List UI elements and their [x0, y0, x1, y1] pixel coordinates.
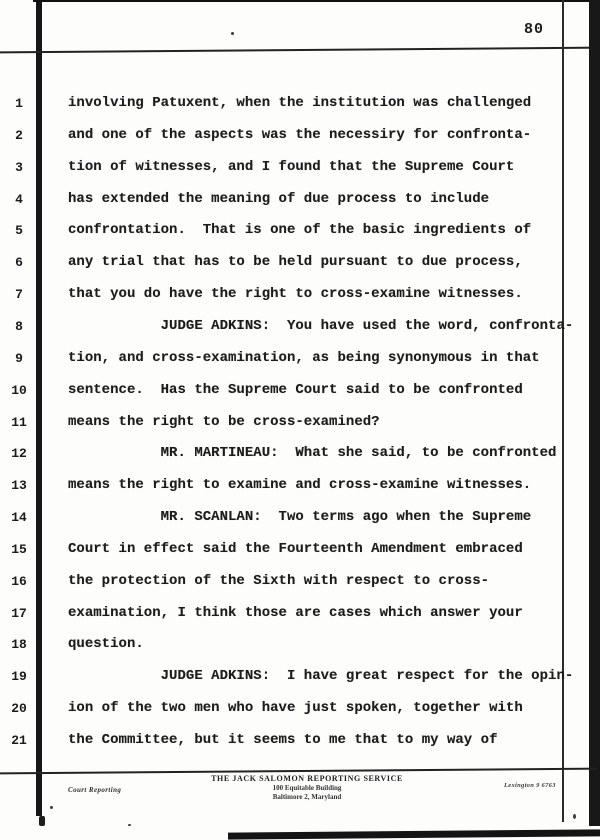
- line-text: means the right to be cross-examined?: [68, 413, 380, 430]
- line-text: any trial that has to be held pursuant to due process,: [68, 254, 523, 271]
- line-number: 11: [11, 414, 27, 430]
- line-text: and one of the aspects was the necessiry for confronta-: [68, 126, 532, 143]
- line-text: tion of witnesses, and I found that the Supreme Court: [68, 158, 515, 175]
- scan-speck: [573, 814, 576, 819]
- line-number: 15: [11, 541, 27, 557]
- line-number: 16: [11, 573, 27, 589]
- line-number: 3: [15, 159, 23, 175]
- transcript-line: [0, 127, 600, 147]
- top-scan-edge: [33, 0, 600, 2]
- transcript-line: [0, 700, 600, 720]
- line-text: MR. MARTINEAU: What she said, to be confronted: [68, 445, 557, 462]
- line-text: the Committee, but it seems to me that to my way of: [68, 732, 498, 748]
- footer-court-reporting: Court Reporting: [68, 786, 122, 794]
- reporting-service-city: Baltimore 2, Maryland: [272, 793, 342, 801]
- transcript-line: [0, 541, 600, 561]
- line-number: 7: [15, 287, 23, 303]
- left-margin-rule-blob: [39, 816, 45, 826]
- line-text: examination, I think those are cases which answer your: [68, 604, 523, 621]
- transcript-line: [0, 414, 600, 434]
- line-number: 9: [15, 350, 23, 366]
- line-number: 1: [15, 96, 23, 111]
- transcript-line: [0, 732, 600, 752]
- line-text: question.: [68, 636, 144, 653]
- transcript-line: [0, 191, 600, 211]
- line-number: 10: [11, 382, 27, 398]
- line-text: MR. SCANLAN: Two terms ago when the Supreme: [68, 509, 532, 526]
- line-text: the protection of the Sixth with respect to cross-: [68, 572, 490, 589]
- line-number: 19: [11, 669, 27, 685]
- line-text: that you do have the right to cross-examine witnesses.: [68, 286, 523, 303]
- transcript-line: [0, 222, 600, 242]
- transcript-line: [0, 668, 600, 688]
- line-number: 6: [15, 255, 23, 271]
- transcript-line: [0, 605, 600, 625]
- left-margin-rule: [36, 0, 42, 816]
- line-number: 5: [15, 223, 23, 239]
- line-text: JUDGE ADKINS: You have used the word, confronta-: [68, 317, 574, 334]
- right-margin-rule: [562, 0, 564, 822]
- line-text: means the right to examine and cross-examine witnesses.: [68, 477, 532, 494]
- line-text: JUDGE ADKINS: I have great respect for the opin-: [68, 668, 574, 685]
- reporting-service-name: THE JACK SALOMON REPORTING SERVICE: [211, 774, 403, 783]
- transcript-line: [0, 95, 600, 115]
- transcript-line: [0, 477, 600, 497]
- reporting-service-block: [157, 774, 457, 802]
- reporting-service-address: 100 Equitable Building: [272, 784, 342, 792]
- line-number: 20: [11, 701, 27, 717]
- transcript-line: [0, 445, 600, 465]
- transcript-line: [0, 159, 600, 179]
- line-number: 13: [11, 478, 27, 494]
- line-text: involving Patuxent, when the institution was challenged: [68, 95, 532, 111]
- scan-speck: [231, 32, 234, 35]
- transcript-line: [0, 254, 600, 274]
- line-number: 12: [11, 446, 27, 462]
- line-text: has extended the meaning of due process to include: [68, 190, 490, 207]
- transcript-line: [0, 636, 600, 656]
- line-number: 4: [15, 191, 23, 207]
- line-text: confrontation. That is one of the basic ingredients of: [68, 222, 532, 239]
- transcript-line: [0, 350, 600, 370]
- line-number: 21: [11, 733, 27, 748]
- page-number: 80: [524, 21, 545, 38]
- line-number: 18: [11, 637, 27, 653]
- scan-speck: [128, 824, 131, 826]
- header-rule: [0, 47, 600, 54]
- transcript-line: [0, 573, 600, 593]
- bottom-scan-band: [228, 829, 600, 839]
- transcript-line: [0, 318, 600, 338]
- line-number: 14: [11, 510, 27, 526]
- scan-speck: [50, 806, 53, 809]
- line-text: tion, and cross-examination, as being synonymous in that: [68, 349, 540, 366]
- line-text: sentence. Has the Supreme Court said to be confronted: [68, 381, 523, 398]
- line-text: ion of the two men who have just spoken, together with: [68, 700, 523, 717]
- transcript-line: [0, 286, 600, 306]
- line-number: 17: [11, 605, 27, 621]
- line-number: 2: [15, 127, 23, 143]
- line-number: 8: [15, 318, 23, 334]
- line-text: Court in effect said the Fourteenth Amendment embraced: [68, 540, 523, 557]
- transcript-line: [0, 509, 600, 529]
- footer-phone: Lexington 9 6763: [504, 782, 556, 789]
- transcript-line: [0, 382, 600, 402]
